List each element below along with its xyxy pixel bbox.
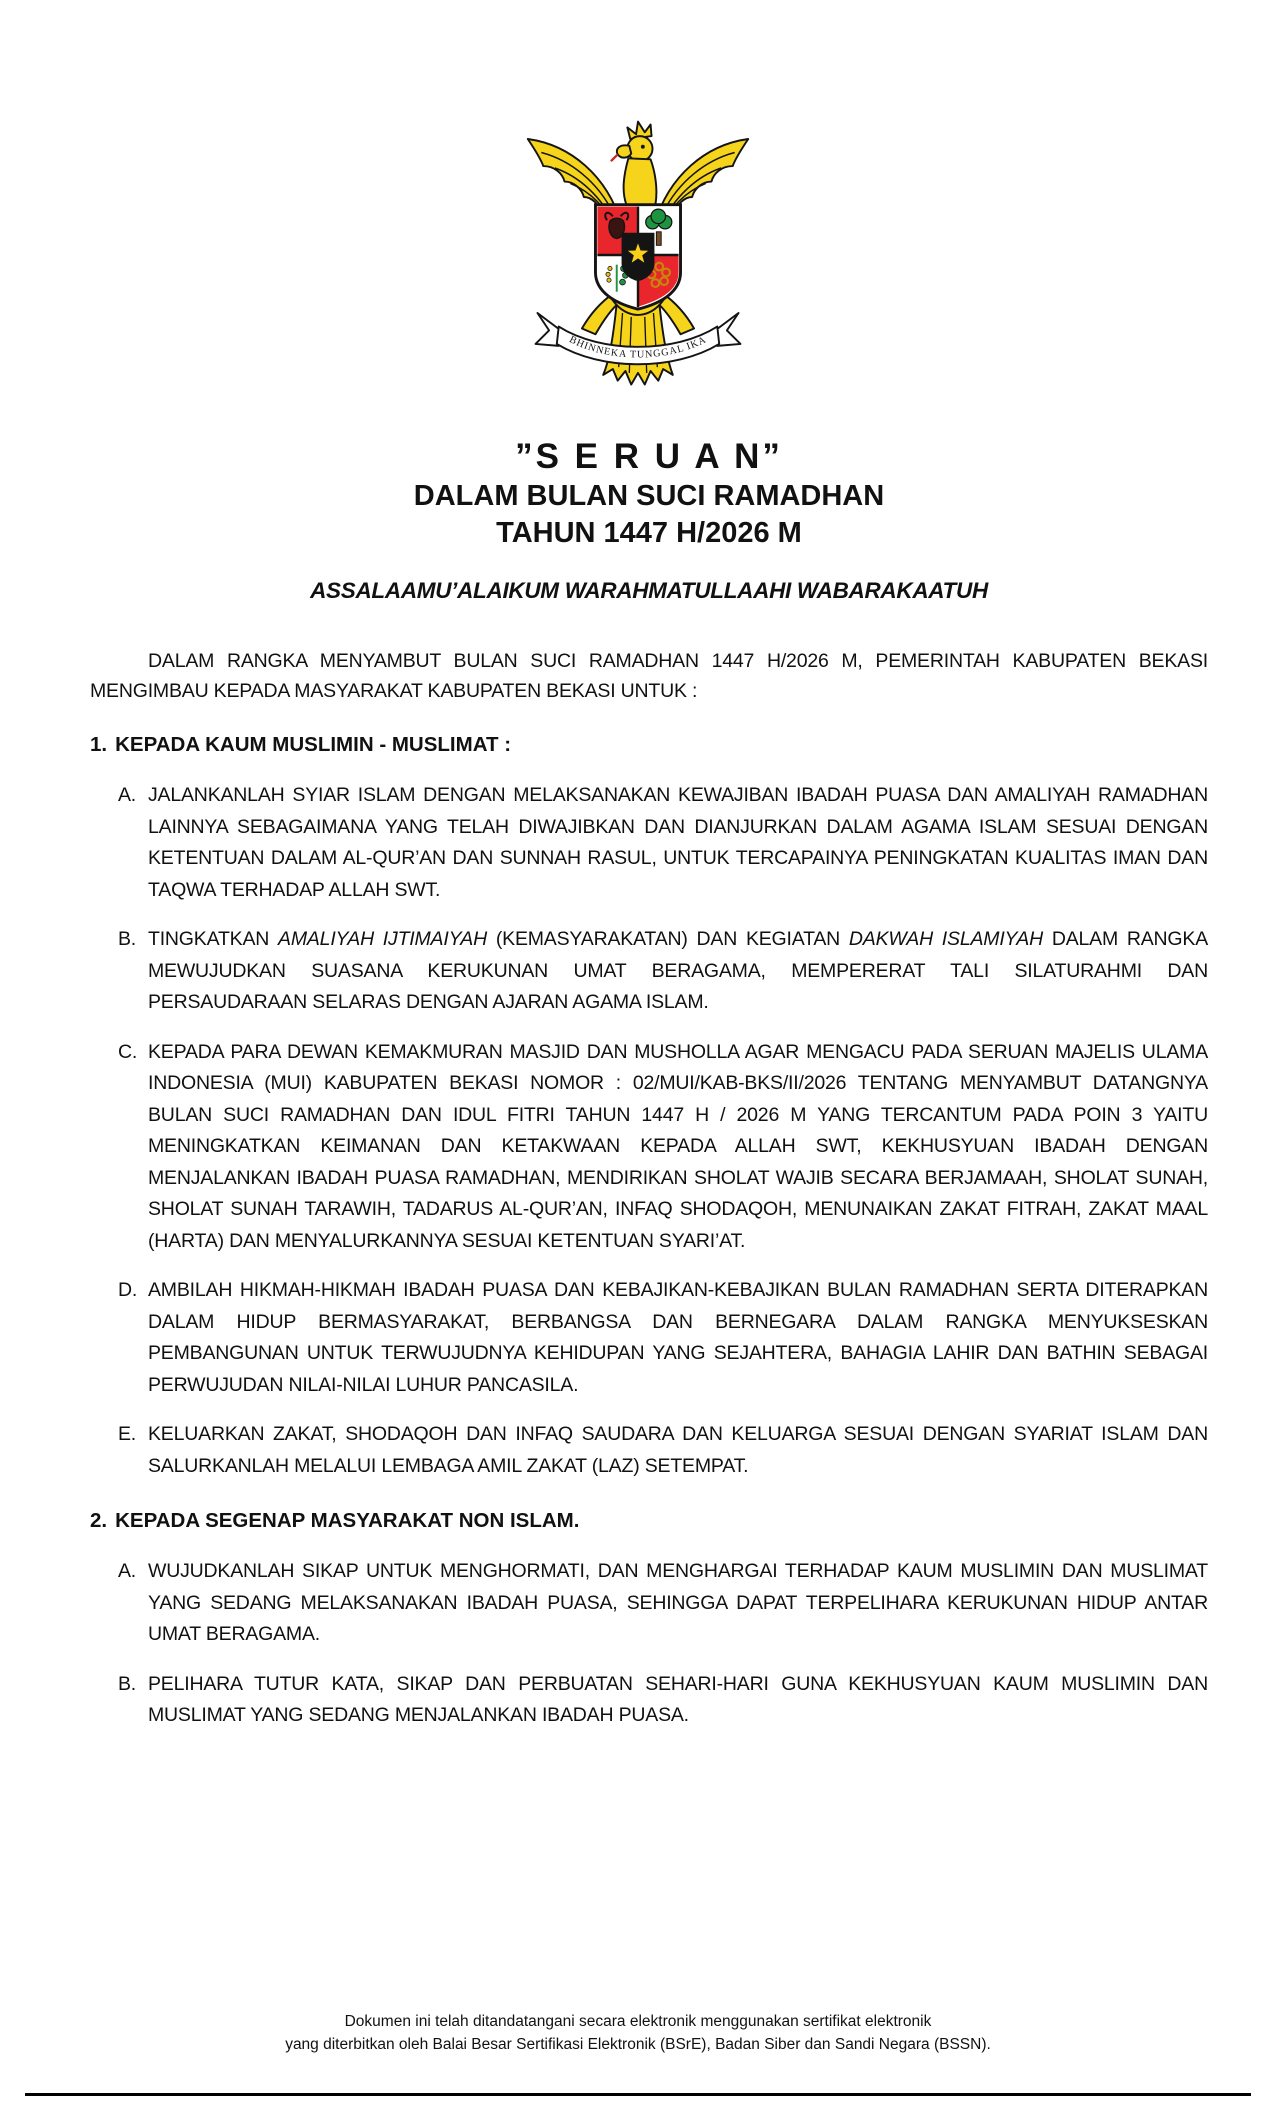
garuda-pancasila-emblem — [521, 110, 756, 400]
signature-footer — [0, 2010, 1276, 2056]
item-label: B. — [118, 1672, 137, 1695]
islamic-greeting: ASSALAAMU’ALAIKUM WARAHMATULLAAHI WABARAKAATUH — [310, 578, 988, 603]
footer-line1: Dokumen ini telah ditandatangani secara elektronik menggunakan sertifikat elektronik — [344, 2013, 932, 2030]
footer-line2: yang diterbitkan oleh Balai Besar Sertifikasi Elektronik (BSrE), Badan Siber dan Sandi Negara (BSSN). — [285, 2036, 991, 2053]
list-item — [90, 1669, 1208, 1732]
item-text — [148, 924, 1208, 1019]
item-text-segment: PELIHARA TUTUR KATA, SIKAP DAN PERBUATAN SEHARI-HARI GUNA KEKHUSYUAN KAUM MUSLIMIN DAN MUSLIMAT YANG SEDANG MENJALANKAN IBADAH PUASA. — [148, 1672, 1208, 1726]
document-title: ”S E R U A N” — [515, 437, 783, 476]
document-section — [90, 732, 1208, 1482]
item-label: D. — [118, 1279, 138, 1301]
item-text-segment: JALANKANLAH SYIAR ISLAM DENGAN MELAKSANAKAN KEWAJIBAN IBADAH PUASA DAN AMALIYAH RAMADHAN LAINNYA SEBAGAIMANA YANG TELAH DIWAJIBKAN DAN DIANJURKAN DALAM AGAMA ISLAM SESUAI DENGAN KETENTUAN DALAM AL-QUR’AN DAN SUNNAH RASUL, UNTUK TERCAPAINYA PENINGKATAN KUALITAS IMAN DAN TAQWA TERHADAP ALLAH SWT. — [148, 784, 1208, 901]
item-text-segment: TINGKATKAN — [148, 928, 279, 950]
item-text — [148, 1037, 1208, 1258]
list-item — [90, 1275, 1208, 1401]
item-text-segment: DALAM RANGKA MEWUJUDKAN SUASANA KERUKUNAN UMAT BERAGAMA, MEMPERERAT TALI SILATURAHMI DAN PERSAUDARAAN SELARAS DENGAN AJARAN AGAMA ISLAM. — [148, 928, 1209, 1013]
section-heading — [90, 1508, 1208, 1534]
eagle-head — [611, 122, 656, 205]
section-items — [90, 780, 1208, 1482]
section-number: 1. — [90, 733, 108, 756]
item-text — [148, 1419, 1208, 1482]
item-text-segment: AMBILAH HIKMAH-HIKMAH IBADAH PUASA DAN KEBAJIKAN-KEBAJIKAN BULAN RAMADHAN SERTA DITERAPKAN DALAM HIDUP BERMASYARAKAT, BERBANGSA DAN BERNEGARA DALAM RANGKA MENYUKSESKAN PEMBANGUNAN UNTUK TERWUJUDNYA KEHIDUPAN YANG SEJAHTERA, BAHAGIA LAHIR DAN BATHIN SEBAGAI PERWUJUDAN NILAI-NILAI LUHUR PANCASILA. — [148, 1279, 1208, 1396]
list-item — [90, 780, 1208, 906]
section-title: KEPADA SEGENAP MASYARAKAT NON ISLAM. — [115, 1509, 580, 1532]
pancasila-shield — [595, 205, 680, 309]
item-label: B. — [118, 928, 137, 950]
item-text — [148, 1669, 1208, 1732]
document-section — [90, 1508, 1208, 1732]
bottom-rule — [25, 2093, 1251, 2096]
item-text-segment: KELUARKAN ZAKAT, SHODAQOH DAN INFAQ SAUDARA DAN KELUARGA SESUAI DENGAN SYARIAT ISLAM DAN SALURKANLAH MELALUI LEMBAGA AMIL ZAKAT (LAZ) SETEMPAT. — [148, 1423, 1208, 1477]
item-text-italic-segment: AMALIYAH IJTIMAIYAH — [278, 928, 487, 950]
document-body — [90, 436, 1208, 1750]
item-text-segment: KEPADA PARA DEWAN KEMAKMURAN MASJID DAN MUSHOLLA AGAR MENGACU PADA SERUAN MAJELIS ULAMA INDONESIA (MUI) KABUPATEN BEKASI NOMOR : 02/MUI/KAB-BKS/II/2026 TENTANG MENYAMBUT DATANGNYA BULAN SUCI RAMADHAN DAN IDUL FITRI TAHUN 1447 H / 2026 M YANG TERCANTUM PADA POIN 3 YAITU MENINGKATKAN KEIMANAN DAN KETAKWAAN KEPADA ALLAH SWT, KEKHUSYUAN IBADAH DENGAN MENJALANKAN IBADAH PUASA RAMADHAN, MENDIRIKAN SHOLAT WAJIB SECARA BERJAMAAH, SHOLAT SUNAH, SHOLAT SUNAH TARAWIH, TADARUS AL-QUR’AN, INFAQ SHODAQOH, MENUNAIKAN ZAKAT FITRAH, ZAKAT MAAL (HARTA) DAN MENYALURKANNYA SESUAI KETENTUAN SYARI’AT. — [148, 1040, 1208, 1252]
list-item — [90, 1556, 1208, 1651]
item-text — [148, 1275, 1208, 1401]
sections — [90, 732, 1208, 1732]
item-label: A. — [118, 1560, 137, 1582]
item-label: C. — [118, 1040, 138, 1063]
motto-text: BHINNEKA TUNGGAL IKA — [567, 334, 709, 361]
list-item — [90, 1419, 1208, 1482]
item-text — [148, 1556, 1208, 1651]
list-item — [90, 1037, 1208, 1258]
item-text-segment: (KEMASYARAKATAN) DAN KEGIATAN — [487, 928, 849, 950]
section-number: 2. — [90, 1509, 108, 1532]
document-year-line: TAHUN 1447 H/2026 M — [496, 517, 802, 549]
item-text — [148, 780, 1208, 906]
item-text-italic-segment: DAKWAH ISLAMIYAH — [848, 928, 1043, 950]
intro-paragraph: DALAM RANGKA MENYAMBUT BULAN SUCI RAMADHAN 1447 H/2026 M, PEMERINTAH KABUPATEN BEKASI MENGIMBAU KEPADA MASYARAKAT KABUPATEN BEKASI UNTUK : — [90, 650, 1208, 702]
item-label: E. — [118, 1423, 137, 1445]
section-items — [90, 1556, 1208, 1732]
list-item — [90, 924, 1208, 1019]
item-text-segment: WUJUDKANLAH SIKAP UNTUK MENGHORMATI, DAN MENGHARGAI TERHADAP KAUM MUSLIMIN DAN MUSLIMAT YANG SEDANG MELAKSANAKAN IBADAH PUASA, SEHINGGA DAPAT TERPELIHARA KERUKUNAN HIDUP ANTAR UMAT BERAGAMA. — [148, 1560, 1208, 1645]
item-label: A. — [118, 784, 137, 806]
section-heading — [90, 732, 1208, 758]
document-subtitle: DALAM BULAN SUCI RAMADHAN — [413, 480, 885, 512]
section-title: KEPADA KAUM MUSLIMIN - MUSLIMAT : — [115, 733, 512, 756]
